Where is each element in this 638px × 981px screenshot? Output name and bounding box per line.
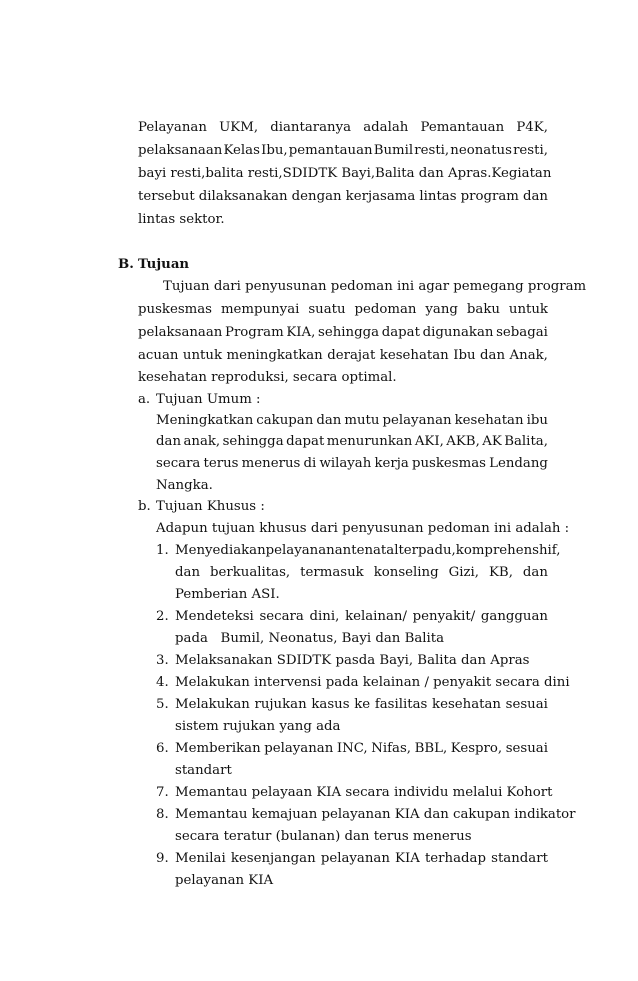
word: puskesmas xyxy=(411,456,486,471)
item-number: 8. xyxy=(156,807,169,822)
item-1-line-1 xyxy=(175,543,561,559)
word: KIA xyxy=(395,851,420,866)
item-5-line-2: sistem rujukan yang ada xyxy=(175,719,341,734)
word: dan xyxy=(522,565,548,580)
item-1-line-2 xyxy=(175,565,548,581)
word: balita resti, xyxy=(205,166,283,181)
word: Kespro, xyxy=(450,741,503,756)
word: digunakan xyxy=(422,325,494,340)
word: kerja xyxy=(374,456,409,471)
word: Lendang xyxy=(489,456,548,471)
item-6-line-1 xyxy=(175,741,548,757)
item-number: 2. xyxy=(156,609,169,624)
word: Anak, xyxy=(509,348,548,363)
word: diantaranya xyxy=(270,120,352,135)
section-title: Tujuan xyxy=(138,257,190,272)
word: AKI, xyxy=(414,434,444,449)
word: untuk xyxy=(508,302,548,317)
word: AKB, xyxy=(446,434,480,449)
word: mempunyai xyxy=(220,302,300,317)
word: penyakit/ xyxy=(412,609,476,624)
word: derajat xyxy=(327,348,376,363)
word: puskesmas xyxy=(138,302,213,317)
word: AK xyxy=(482,434,502,449)
tujuan-umum-line-1 xyxy=(156,413,548,429)
word: ke xyxy=(354,697,371,712)
word: program xyxy=(460,189,519,204)
item-number: 3. xyxy=(156,653,169,668)
word: sesuai xyxy=(505,697,548,712)
word: cakupan xyxy=(256,413,314,428)
item-3-line-1: Melaksanakan SDIDTK pasda Bayi, Balita dan Apras xyxy=(175,653,530,668)
word: dan xyxy=(175,565,201,580)
word: Gizi, xyxy=(448,565,479,580)
item-4-line-1: Melakukan intervensi pada kelainan / penyakit secara dini xyxy=(175,675,570,690)
word: yang xyxy=(425,302,458,317)
word: INC, xyxy=(336,741,368,756)
tujuan-line-4 xyxy=(138,348,548,364)
word: pelayanan xyxy=(320,851,390,866)
item-9-line-1 xyxy=(175,851,548,867)
tujuan-umum-heading: Tujuan Umum : xyxy=(156,392,261,407)
intro-line-2 xyxy=(138,143,548,159)
tujuan-umum-line-4: Nangka. xyxy=(156,478,213,493)
word: menerus xyxy=(241,456,301,471)
item-7-line-1: Memantau pelayaan KIA secara individu melalui Kohort xyxy=(175,785,553,800)
item-number: 5. xyxy=(156,697,169,712)
word: Nifas, xyxy=(371,741,412,756)
word: antenatal xyxy=(334,543,399,558)
list-marker-a: a. xyxy=(138,392,151,407)
word: mutu xyxy=(344,413,380,428)
word: lintas xyxy=(419,189,457,204)
word: termasuk xyxy=(300,565,364,580)
word: Melakukan xyxy=(175,697,250,712)
word: SDIDTK Bayi, xyxy=(282,166,376,181)
tujuan-umum-line-3 xyxy=(156,456,548,472)
item-number: 4. xyxy=(156,675,169,690)
item-2-line-1 xyxy=(175,609,548,625)
word: terhadap xyxy=(424,851,486,866)
word: wilayah xyxy=(319,456,372,471)
word: Menyediakan xyxy=(175,543,266,558)
word: anak, xyxy=(183,434,221,449)
word: pelaksanaan xyxy=(138,325,223,340)
word: KIA, xyxy=(286,325,316,340)
word: Balita dan Apras. xyxy=(375,166,492,181)
word: sesuai xyxy=(505,741,548,756)
word: kesehatan xyxy=(454,413,524,428)
word: dan xyxy=(156,434,182,449)
item-number: 1. xyxy=(156,543,169,558)
word: kasus xyxy=(311,697,350,712)
item-8-line-2: secara teratur (bulanan) dan terus menerus xyxy=(175,829,472,844)
word: Ibu xyxy=(453,348,476,363)
word: acuan xyxy=(138,348,179,363)
word: dengan xyxy=(291,189,342,204)
word: gangguan xyxy=(480,609,548,624)
word: terpadu, xyxy=(398,543,456,558)
word: dan xyxy=(480,348,506,363)
word: sebagai xyxy=(496,325,548,340)
word: resti, xyxy=(414,143,450,158)
word: Menilai xyxy=(175,851,226,866)
word: Pelayanan xyxy=(138,120,207,135)
intro-line-4 xyxy=(138,189,548,205)
word: kesehatan xyxy=(432,697,501,712)
word: Program xyxy=(225,325,284,340)
word: Bumil xyxy=(373,143,414,158)
item-5-line-1 xyxy=(175,697,548,713)
tujuan-umum-line-2 xyxy=(156,434,548,450)
word: pelayanan xyxy=(264,741,334,756)
word: dapat xyxy=(381,325,420,340)
word: berkualitas, xyxy=(210,565,291,580)
word: resti, xyxy=(513,143,548,158)
word: pelaksanaan xyxy=(138,143,223,158)
word: Ibu, xyxy=(261,143,288,158)
tujuan-line-5: kesehatan reproduksi, secara optimal. xyxy=(138,370,397,385)
word: kesenjangan xyxy=(230,851,316,866)
word: fasilitas xyxy=(374,697,428,712)
word: untuk xyxy=(182,348,223,363)
tujuan-line-3 xyxy=(138,325,548,341)
word: bayi resti, xyxy=(138,166,206,181)
word: dini, xyxy=(309,609,340,624)
word: adalah xyxy=(363,120,409,135)
word: pedoman xyxy=(354,302,417,317)
word: di xyxy=(303,456,317,471)
word: baku xyxy=(466,302,500,317)
word: kesehatan xyxy=(379,348,449,363)
word: standart xyxy=(491,851,548,866)
word: suatu xyxy=(308,302,346,317)
word: Kegiatan xyxy=(491,166,552,181)
item-9-line-2: pelayanan KIA xyxy=(175,873,274,888)
tujuan-khusus-heading: Tujuan Khusus : xyxy=(156,499,265,514)
tujuan-line-1: Tujuan dari penyusunan pedoman ini agar pemegang program xyxy=(163,279,587,294)
intro-line-5: lintas sektor. xyxy=(138,212,225,227)
word: ibu xyxy=(526,413,548,428)
word: Pemantauan xyxy=(420,120,505,135)
word: Kelas xyxy=(223,143,260,158)
tujuan-line-2 xyxy=(138,302,548,318)
word: komprehenshif, xyxy=(455,543,561,558)
word: terus xyxy=(203,456,239,471)
word: dan xyxy=(316,413,342,428)
word: Mendeteksi xyxy=(175,609,254,624)
word: secara xyxy=(156,456,201,471)
word: tersebut xyxy=(138,189,195,204)
word: P4K, xyxy=(516,120,548,135)
word: sehingga xyxy=(318,325,380,340)
item-number: 6. xyxy=(156,741,169,756)
item-1-line-3: Pemberian ASI. xyxy=(175,587,280,602)
word: BBL, xyxy=(414,741,448,756)
word: pelayanan xyxy=(265,543,335,558)
word: dapat xyxy=(286,434,325,449)
item-6-line-2: standart xyxy=(175,763,232,778)
word: konseling xyxy=(373,565,439,580)
item-2-line-2: pada Bumil, Neonatus, Bayi dan Balita xyxy=(175,631,445,646)
word: Meningkatkan xyxy=(156,413,254,428)
word: KB, xyxy=(488,565,513,580)
word: rujukan xyxy=(254,697,307,712)
word: kelainan/ xyxy=(345,609,407,624)
intro-line-3 xyxy=(138,166,552,182)
word: meningkatkan xyxy=(226,348,323,363)
word: UKM, xyxy=(219,120,259,135)
word: dilaksanakan xyxy=(198,189,288,204)
word: sehingga xyxy=(222,434,284,449)
intro-line-1 xyxy=(138,120,548,136)
word: Balita, xyxy=(504,434,548,449)
word: pelayanan xyxy=(382,413,452,428)
word: kerjasama xyxy=(345,189,416,204)
word: menurunkan xyxy=(326,434,413,449)
item-number: 7. xyxy=(156,785,169,800)
item-8-line-1: Memantau kemajuan pelayanan KIA dan cakupan indikator xyxy=(175,807,576,822)
section-label: B. xyxy=(118,257,134,272)
word: dan xyxy=(522,189,548,204)
word: Memberikan xyxy=(175,741,261,756)
list-marker-b: b. xyxy=(138,499,151,514)
tujuan-khusus-intro: Adapun tujuan khusus dari penyusunan pedoman ini adalah : xyxy=(156,521,570,536)
item-number: 9. xyxy=(156,851,169,866)
word: secara xyxy=(259,609,304,624)
word: pemantauan xyxy=(288,143,373,158)
word: neonatus xyxy=(450,143,512,158)
